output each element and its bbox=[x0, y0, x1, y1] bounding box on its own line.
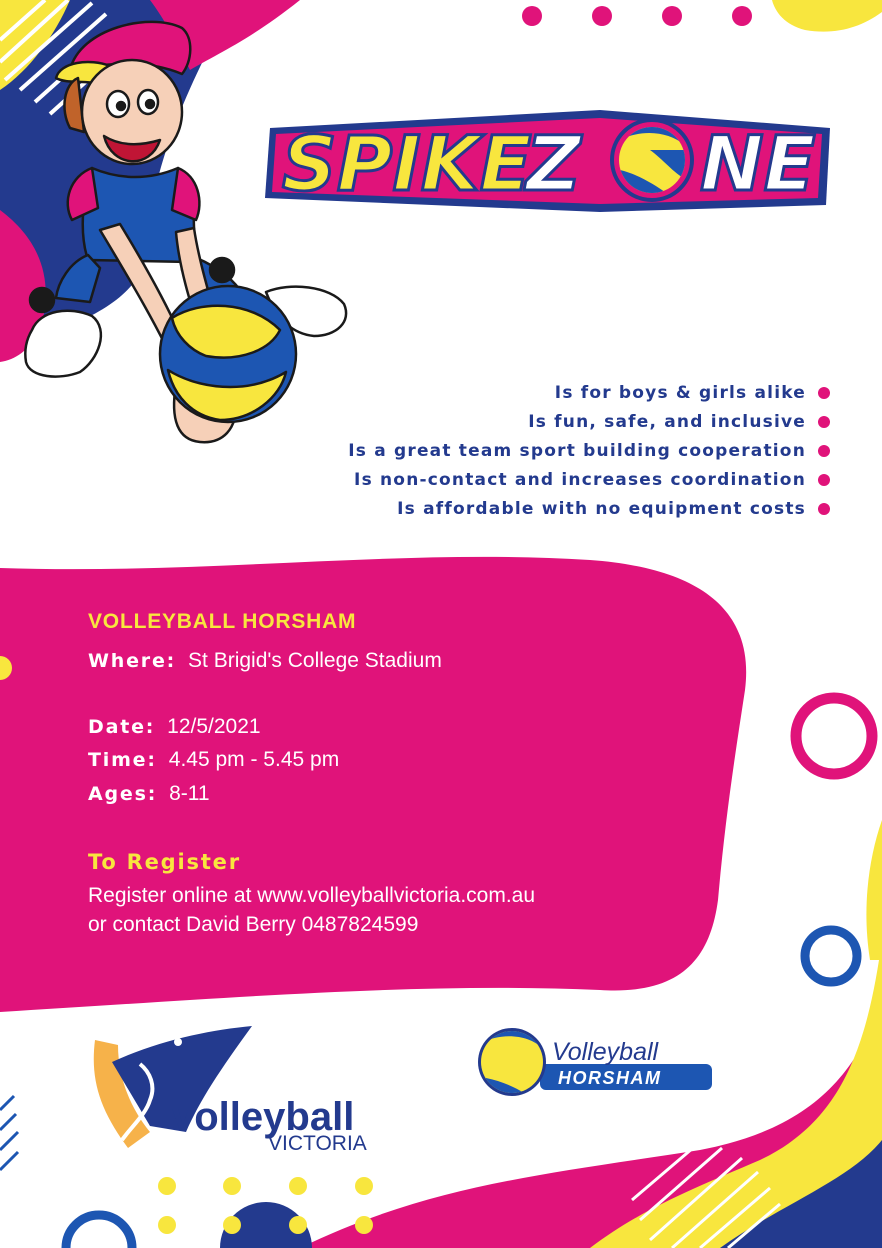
feature-item bbox=[210, 407, 830, 436]
bullet-dot-icon bbox=[818, 445, 830, 457]
feature-text: Is affordable with no equipment costs bbox=[397, 498, 806, 519]
feature-item bbox=[210, 494, 830, 523]
date-label: Date: bbox=[88, 716, 156, 738]
vh-line2: HORSHAM bbox=[558, 1068, 662, 1088]
ring-pink bbox=[796, 698, 872, 774]
feature-text: Is for boys & girls alike bbox=[554, 382, 806, 403]
yellow-edge-strip bbox=[866, 820, 882, 960]
vv-line2: VICTORIA bbox=[268, 1132, 367, 1155]
bullet-dot-icon bbox=[818, 416, 830, 428]
where-row bbox=[88, 648, 442, 673]
bullet-dot-icon bbox=[818, 387, 830, 399]
feature-item bbox=[210, 378, 830, 407]
blob-yellow-top-right bbox=[772, 0, 882, 32]
vh-line1: Volleyball bbox=[552, 1038, 659, 1066]
vv-line1: volleyball bbox=[172, 1095, 355, 1139]
dot-top-2 bbox=[592, 6, 612, 26]
time-label: Time: bbox=[88, 749, 157, 771]
date-value: 12/5/2021 bbox=[167, 715, 261, 738]
feature-item bbox=[210, 436, 830, 465]
feature-text: Is fun, safe, and inclusive bbox=[528, 411, 806, 432]
volleyball-horsham-logo bbox=[478, 1028, 712, 1100]
ages-label: Ages: bbox=[88, 783, 158, 805]
svg-text:SPIKE: SPIKE bbox=[282, 119, 532, 208]
feature-list bbox=[210, 378, 830, 523]
ring-blue bbox=[805, 930, 857, 982]
ring-blue-bottom bbox=[66, 1215, 132, 1248]
ages-row bbox=[88, 781, 210, 806]
where-label: Where: bbox=[88, 650, 177, 672]
time-row bbox=[88, 747, 339, 772]
dot-top-3 bbox=[662, 6, 682, 26]
event-title: VOLLEYBALL HORSHAM bbox=[88, 610, 357, 633]
time-value: 4.45 pm - 5.45 pm bbox=[168, 748, 340, 771]
dot-top-1 bbox=[522, 6, 542, 26]
date-row bbox=[88, 714, 261, 739]
dot-top-4 bbox=[732, 6, 752, 26]
register-line-1: Register online at www.volleyballvictoria.com.au bbox=[88, 884, 536, 907]
feature-text: Is a great team sport building cooperation bbox=[348, 440, 806, 461]
volleyball-victoria-logo bbox=[94, 1026, 367, 1155]
register-title: To Register bbox=[88, 850, 241, 874]
where-value: St Brigid's College Stadium bbox=[188, 649, 442, 672]
feature-text: Is non-contact and increases coordination bbox=[354, 469, 806, 490]
stripes-bottom-left bbox=[0, 1096, 18, 1170]
feature-item bbox=[210, 465, 830, 494]
svg-text:Z: Z bbox=[526, 119, 582, 208]
bullet-dot-icon bbox=[818, 503, 830, 515]
ages-value: 8-11 bbox=[169, 782, 210, 805]
bullet-dot-icon bbox=[818, 474, 830, 486]
register-line-2: or contact David Berry 0487824599 bbox=[88, 913, 419, 936]
svg-text:NE: NE bbox=[700, 119, 816, 208]
